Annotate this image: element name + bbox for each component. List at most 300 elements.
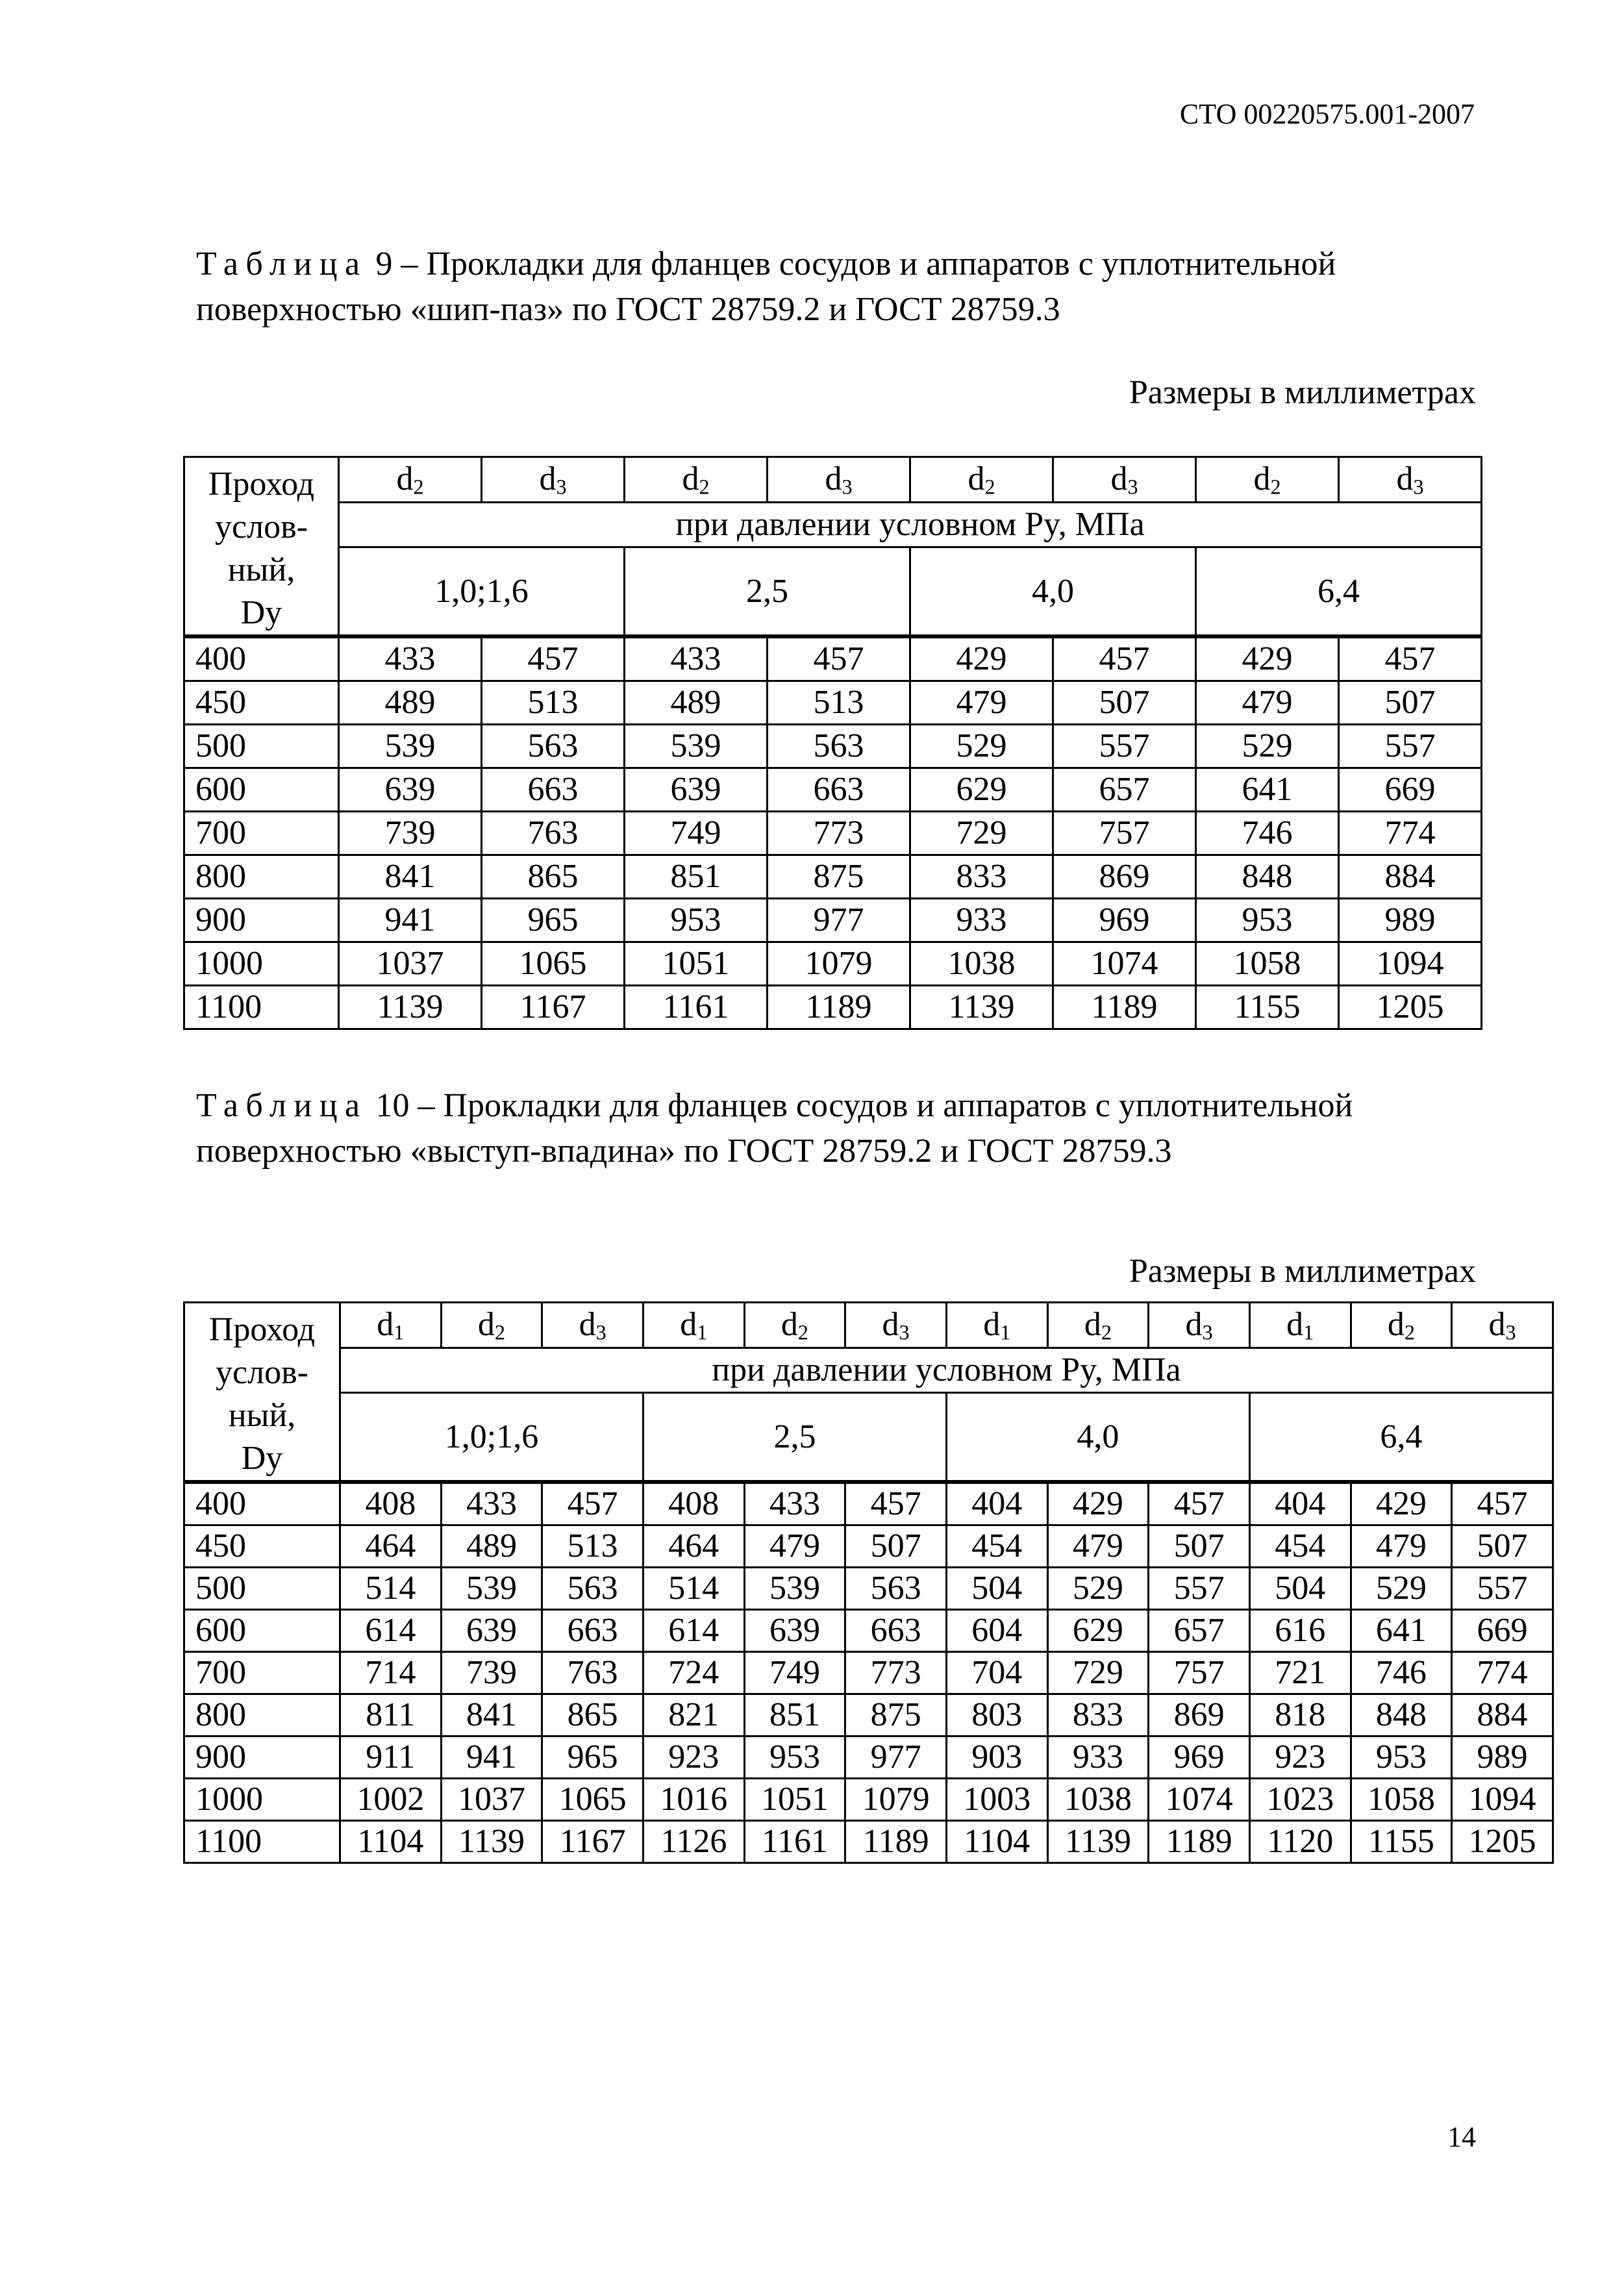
col-header-subscript: 3 [595,1320,606,1344]
value-cell: 669 [1339,768,1482,812]
value-cell: 833 [910,855,1053,899]
col-header-subscript: 3 [1505,1320,1516,1344]
value-cell: 739 [441,1652,542,1694]
value-cell: 429 [1351,1482,1452,1525]
value-cell: 429 [910,636,1053,681]
col-header-base: d [579,1306,596,1344]
value-cell: 629 [1047,1610,1149,1652]
value-cell: 848 [1351,1694,1452,1737]
col-header-subscript: 3 [899,1320,910,1344]
value-cell: 848 [1196,855,1339,899]
value-cell: 513 [542,1525,643,1568]
value-cell: 1139 [910,986,1053,1029]
table-row [184,1821,1553,1863]
value-cell: 404 [946,1482,1047,1525]
value-cell: 923 [643,1737,744,1779]
value-cell: 479 [1047,1525,1149,1568]
value-cell: 911 [340,1737,442,1779]
value-cell: 616 [1249,1610,1351,1652]
value-cell: 1038 [910,942,1053,986]
table-row [184,812,1482,855]
col-header-subscript: 2 [797,1320,809,1344]
value-cell: 1003 [946,1779,1047,1821]
value-cell: 1065 [482,942,625,986]
table9-dn-header [184,457,339,637]
table10-units: Размеры в миллиметрах [1129,1253,1476,1290]
table9-col-header [768,457,910,503]
value-cell: 833 [1047,1694,1149,1737]
table9-pressure-header-row [184,502,1482,547]
value-cell: 663 [542,1610,643,1652]
value-cell: 875 [768,855,910,899]
value-cell: 1167 [482,986,625,1029]
value-cell: 965 [542,1737,643,1779]
value-cell: 1094 [1452,1779,1553,1821]
value-cell: 749 [744,1652,845,1694]
value-cell: 1126 [643,1821,744,1863]
value-cell: 1189 [768,986,910,1029]
value-cell: 641 [1196,768,1339,812]
table10-col-header [1047,1303,1149,1348]
value-cell: 641 [1351,1610,1452,1652]
value-cell: 989 [1339,899,1482,942]
value-cell: 454 [946,1525,1047,1568]
table10-col-header [643,1303,744,1348]
value-cell: 884 [1339,855,1482,899]
table10-col-header [1351,1303,1452,1348]
value-cell: 1120 [1249,1821,1351,1863]
table10-pressure-value: 6,4 [1249,1393,1553,1482]
value-cell: 953 [1196,899,1339,942]
value-cell: 514 [340,1568,442,1610]
value-cell: 563 [482,725,625,768]
value-cell: 1023 [1249,1779,1351,1821]
dn-cell: 1000 [184,942,339,986]
value-cell: 714 [340,1652,442,1694]
col-header-base: d [1110,460,1128,498]
dn-cell: 700 [184,1652,340,1694]
table10-col-header [845,1303,947,1348]
dn-header-line: Dy [241,1440,283,1477]
page-number: 14 [1447,2121,1476,2153]
value-cell: 869 [1053,855,1196,899]
table9-caption-text: 9 – Прокладки для фланцев сосудов и аппаратов с уплотнительной поверхностью «шип-паз» по ГОСТ 28759.2 и ГОСТ 28759.3 [196,245,1336,328]
table10-dn-header [184,1303,340,1483]
value-cell: 869 [1149,1694,1250,1737]
value-cell: 669 [1452,1610,1553,1652]
value-cell: 977 [768,899,910,942]
value-cell: 507 [1452,1525,1553,1568]
value-cell: 821 [643,1694,744,1737]
value-cell: 479 [744,1525,845,1568]
value-cell: 433 [744,1482,845,1525]
table-row [184,942,1482,986]
dn-cell: 800 [184,855,339,899]
table-row [184,725,1482,768]
table9 [183,456,1482,1030]
value-cell: 429 [1196,636,1339,681]
value-cell: 746 [1351,1652,1452,1694]
value-cell: 865 [482,855,625,899]
value-cell: 457 [768,636,910,681]
table-row [184,1610,1553,1652]
dn-header-line: ный, [227,551,295,588]
table-row [184,768,1482,812]
dn-cell: 900 [184,899,339,942]
value-cell: 729 [1047,1652,1149,1694]
value-cell: 604 [946,1610,1047,1652]
col-header-base: d [1387,1306,1405,1344]
col-header-subscript: 1 [697,1320,708,1344]
value-cell: 1058 [1196,942,1339,986]
table10-pressure-header: при давлении условном Py, МПа [340,1348,1553,1393]
col-header-subscript: 2 [1270,475,1281,499]
value-cell: 1161 [625,986,768,1029]
table10-caption [196,1083,1482,1174]
table10-col-header [1149,1303,1250,1348]
value-cell: 865 [542,1694,643,1737]
value-cell: 803 [946,1694,1047,1737]
value-cell: 504 [1249,1568,1351,1610]
col-header-base: d [539,460,556,498]
value-cell: 433 [339,636,482,681]
value-cell: 875 [845,1694,947,1737]
col-header-base: d [983,1306,1001,1344]
dn-header-line: Проход [208,466,315,503]
value-cell: 433 [625,636,768,681]
value-cell: 563 [845,1568,947,1610]
table10-col-header [441,1303,542,1348]
value-cell: 663 [845,1610,947,1652]
value-cell: 851 [744,1694,845,1737]
col-header-subscript: 2 [1101,1320,1112,1344]
table10-pressure-values-row [184,1393,1553,1482]
col-header-subscript: 2 [1404,1320,1415,1344]
col-header-subscript: 3 [1127,475,1138,499]
value-cell: 529 [1196,725,1339,768]
value-cell: 639 [744,1610,845,1652]
value-cell: 953 [744,1737,845,1779]
value-cell: 977 [845,1737,947,1779]
value-cell: 721 [1249,1652,1351,1694]
value-cell: 479 [1196,681,1339,725]
value-cell: 1002 [340,1779,442,1821]
value-cell: 1139 [441,1821,542,1863]
col-header-base: d [682,460,699,498]
value-cell: 639 [441,1610,542,1652]
value-cell: 513 [482,681,625,725]
table10-caption-text: 10 – Прокладки для фланцев сосудов и аппаратов с уплотнительной поверхностью «выступ-впадина» по ГОСТ 28759.2 и ГОСТ 28759.3 [196,1087,1353,1170]
col-header-base: d [1286,1306,1304,1344]
table10-pressure-value: 2,5 [643,1393,946,1482]
value-cell: 479 [910,681,1053,725]
dn-cell: 500 [184,725,339,768]
table10-col-header [946,1303,1047,1348]
value-cell: 1104 [340,1821,442,1863]
value-cell: 529 [1047,1568,1149,1610]
value-cell: 884 [1452,1694,1553,1737]
table10-header-row [184,1303,1553,1348]
value-cell: 529 [910,725,1053,768]
table10-col-header [744,1303,845,1348]
value-cell: 514 [643,1568,744,1610]
col-header-subscript: 1 [394,1320,405,1344]
value-cell: 1051 [744,1779,845,1821]
document-code: СТО 00220575.001-2007 [1179,98,1475,130]
value-cell: 563 [542,1568,643,1610]
value-cell: 1155 [1351,1821,1452,1863]
col-header-subscript: 2 [413,475,424,499]
col-header-subscript: 3 [1202,1320,1213,1344]
table-row [184,1779,1553,1821]
value-cell: 729 [910,812,1053,855]
col-header-base: d [1488,1306,1506,1344]
value-cell: 811 [340,1694,442,1737]
value-cell: 1189 [845,1821,947,1863]
dn-cell: 450 [184,1525,340,1568]
table-row [184,1694,1553,1737]
col-header-subscript: 3 [556,475,567,499]
value-cell: 1189 [1149,1821,1250,1863]
value-cell: 774 [1452,1652,1553,1694]
table9-caption-label: Таблица [196,245,368,282]
table-row [184,1737,1553,1779]
col-header-base: d [1396,460,1414,498]
value-cell: 933 [910,899,1053,942]
col-header-base: d [968,460,985,498]
table9-col-header [1053,457,1196,503]
value-cell: 773 [845,1652,947,1694]
value-cell: 1094 [1339,942,1482,986]
value-cell: 763 [482,812,625,855]
value-cell: 1139 [1047,1821,1149,1863]
table9-col-header [482,457,625,503]
table9-col-header [625,457,768,503]
dn-cell: 900 [184,1737,340,1779]
dn-cell: 600 [184,1610,340,1652]
value-cell: 903 [946,1737,1047,1779]
col-header-subscript: 3 [1413,475,1424,499]
value-cell: 433 [441,1482,542,1525]
value-cell: 539 [744,1568,845,1610]
value-cell: 457 [845,1482,947,1525]
col-header-subscript: 1 [1000,1320,1011,1344]
table9-col-header [1196,457,1339,503]
col-header-base: d [882,1306,899,1344]
table10-col-header [1452,1303,1553,1348]
table-row [184,899,1482,942]
table-row [184,1525,1553,1568]
value-cell: 969 [1053,899,1196,942]
col-header-subscript: 2 [699,475,710,499]
col-header-base: d [1185,1306,1203,1344]
value-cell: 953 [1351,1737,1452,1779]
table9-pressure-value: 4,0 [910,547,1196,636]
value-cell: 507 [1339,681,1482,725]
table10-col-header [542,1303,643,1348]
col-header-base: d [1253,460,1271,498]
value-cell: 663 [482,768,625,812]
value-cell: 504 [946,1568,1047,1610]
table9-pressure-header: при давлении условном Py, МПа [339,502,1482,547]
value-cell: 1065 [542,1779,643,1821]
table-row [184,1482,1553,1525]
table-row [184,636,1482,681]
dn-header-line: Проход [208,1311,316,1348]
col-header-base: d [1084,1306,1101,1344]
value-cell: 933 [1047,1737,1149,1779]
col-header-base: d [680,1306,697,1344]
value-cell: 757 [1053,812,1196,855]
value-cell: 757 [1149,1652,1250,1694]
value-cell: 464 [643,1525,744,1568]
value-cell: 923 [1249,1737,1351,1779]
value-cell: 557 [1339,725,1482,768]
value-cell: 1058 [1351,1779,1452,1821]
dn-cell: 450 [184,681,339,725]
value-cell: 539 [339,725,482,768]
value-cell: 614 [340,1610,442,1652]
value-cell: 657 [1053,768,1196,812]
value-cell: 941 [441,1737,542,1779]
table9-col-header [910,457,1053,503]
value-cell: 1074 [1053,942,1196,986]
dn-header-line: услов- [215,508,308,545]
value-cell: 774 [1339,812,1482,855]
col-header-subscript: 1 [1303,1320,1314,1344]
value-cell: 429 [1047,1482,1149,1525]
value-cell: 1161 [744,1821,845,1863]
value-cell: 1037 [339,942,482,986]
value-cell: 614 [643,1610,744,1652]
value-cell: 663 [768,768,910,812]
dn-cell: 700 [184,812,339,855]
dn-cell: 400 [184,1482,340,1525]
table9-col-header [1339,457,1482,503]
value-cell: 851 [625,855,768,899]
value-cell: 639 [625,768,768,812]
value-cell: 513 [768,681,910,725]
value-cell: 657 [1149,1610,1250,1652]
value-cell: 704 [946,1652,1047,1694]
value-cell: 1037 [441,1779,542,1821]
value-cell: 818 [1249,1694,1351,1737]
value-cell: 1016 [643,1779,744,1821]
value-cell: 629 [910,768,1053,812]
table10-pressure-value: 4,0 [946,1393,1249,1482]
dn-cell: 500 [184,1568,340,1610]
value-cell: 457 [1452,1482,1553,1525]
value-cell: 408 [340,1482,442,1525]
table10-pressure-value: 1,0;1,6 [340,1393,643,1482]
value-cell: 1189 [1053,986,1196,1029]
value-cell: 1051 [625,942,768,986]
table9-pressure-value: 6,4 [1196,547,1482,636]
table10 [183,1301,1554,1864]
value-cell: 739 [339,812,482,855]
table10-caption-label: Таблица [196,1087,368,1124]
table9-pressure-value: 1,0;1,6 [339,547,625,636]
value-cell: 457 [1149,1482,1250,1525]
value-cell: 941 [339,899,482,942]
value-cell: 1167 [542,1821,643,1863]
table9-pressure-values-row [184,547,1482,636]
value-cell: 1155 [1196,986,1339,1029]
value-cell: 1038 [1047,1779,1149,1821]
col-header-base: d [477,1306,495,1344]
value-cell: 841 [339,855,482,899]
col-header-base: d [825,460,842,498]
dn-cell: 400 [184,636,339,681]
value-cell: 953 [625,899,768,942]
value-cell: 557 [1149,1568,1250,1610]
table9-units: Размеры в миллиметрах [1129,374,1476,411]
value-cell: 1205 [1339,986,1482,1029]
value-cell: 454 [1249,1525,1351,1568]
dn-header-line: услов- [216,1354,308,1391]
value-cell: 464 [340,1525,442,1568]
table10-col-header [340,1303,442,1348]
col-header-base: d [396,460,414,498]
dn-cell: 1100 [184,986,339,1029]
table10-pressure-header-row [184,1348,1553,1393]
dn-cell: 1100 [184,1821,340,1863]
table9-header-row [184,457,1482,503]
value-cell: 507 [845,1525,947,1568]
value-cell: 1074 [1149,1779,1250,1821]
table-row [184,681,1482,725]
value-cell: 457 [542,1482,643,1525]
dn-header-line: ный, [228,1397,296,1434]
value-cell: 539 [441,1568,542,1610]
value-cell: 563 [768,725,910,768]
value-cell: 1079 [845,1779,947,1821]
table10-col-header [1249,1303,1351,1348]
value-cell: 749 [625,812,768,855]
value-cell: 408 [643,1482,744,1525]
value-cell: 965 [482,899,625,942]
table9-caption [196,242,1482,332]
value-cell: 557 [1053,725,1196,768]
col-header-subscript: 3 [842,475,853,499]
value-cell: 539 [625,725,768,768]
table-row [184,855,1482,899]
value-cell: 557 [1452,1568,1553,1610]
value-cell: 479 [1351,1525,1452,1568]
value-cell: 529 [1351,1568,1452,1610]
dn-cell: 600 [184,768,339,812]
value-cell: 724 [643,1652,744,1694]
value-cell: 489 [625,681,768,725]
value-cell: 639 [339,768,482,812]
value-cell: 773 [768,812,910,855]
table9-pressure-value: 2,5 [625,547,910,636]
value-cell: 457 [482,636,625,681]
table-row [184,1568,1553,1610]
value-cell: 1079 [768,942,910,986]
col-header-base: d [781,1306,798,1344]
value-cell: 489 [441,1525,542,1568]
dn-cell: 1000 [184,1779,340,1821]
table-row [184,986,1482,1029]
col-header-subscript: 2 [494,1320,506,1344]
col-header-subscript: 2 [984,475,995,499]
value-cell: 841 [441,1694,542,1737]
value-cell: 1205 [1452,1821,1553,1863]
value-cell: 404 [1249,1482,1351,1525]
table-row [184,1652,1553,1694]
value-cell: 763 [542,1652,643,1694]
